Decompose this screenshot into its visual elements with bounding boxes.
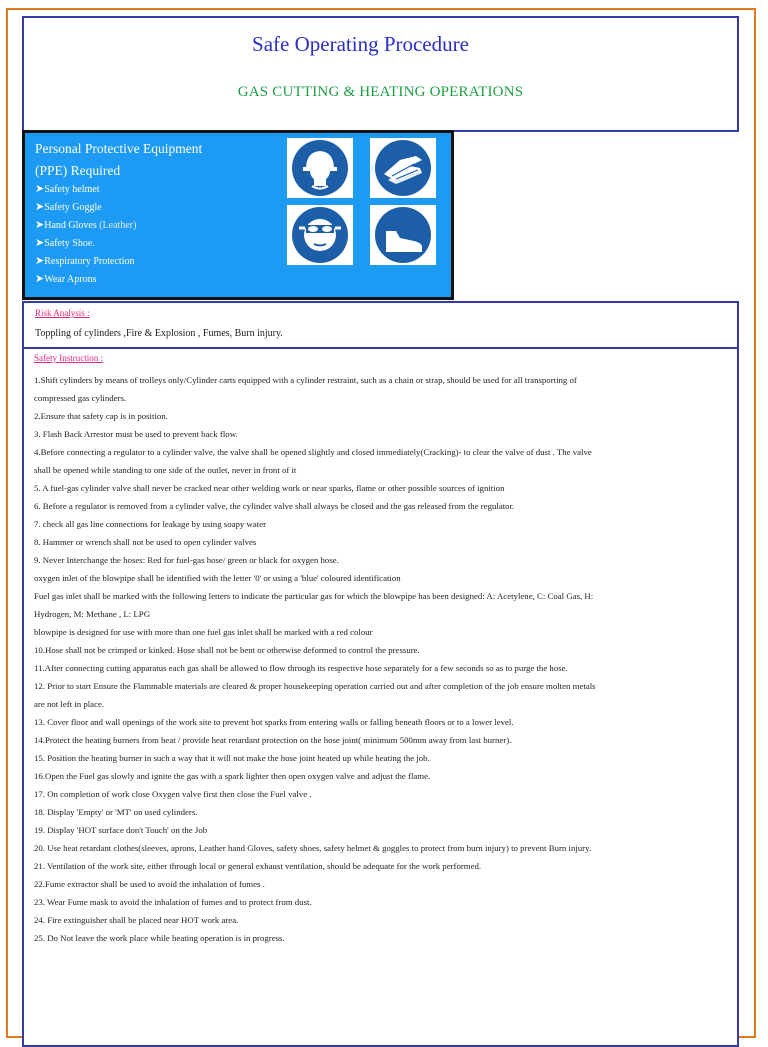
instruction-line: 20. Use heat retardant clothes(sleeves, aprons, Leather hand Gloves, safety shoes, safety helmet & goggles to protect from burn injury) to prevent Burn injury. — [34, 843, 592, 853]
document-title: Safe Operating Procedure — [252, 32, 469, 56]
instruction-line: 19. Display 'HOT surface don't Touch' on the Job — [34, 825, 208, 835]
ppe-item: ➤Hand Gloves (Leather) — [35, 219, 137, 231]
instruction-line: 4.Before connecting a regulator to a cylinder valve, the valve shall be opened slightly and closed immediately(Cracking)- to clear the valve of dust . The valve — [34, 447, 592, 457]
instruction-line: 25. Do Not leave the work place while heating operation is in progress. — [34, 933, 285, 943]
instruction-line: 24. Fire extinguisher shall be placed near HOT work area. — [34, 915, 239, 925]
arrow-icon: ➤ — [35, 201, 45, 213]
instruction-line: are not left in place. — [34, 699, 105, 709]
instruction-line: 9. Never Interchange the hoses: Red for fuel-gas hose/ green or black for oxygen hose. — [34, 555, 339, 565]
arrow-icon: ➤ — [35, 237, 45, 249]
instruction-line: 14.Protect the heating burners from heat / provide heat retardant protection on the hose joint( minimum 500mm away from last burner). — [34, 735, 512, 745]
ppe-item-note: (Leather) — [99, 220, 137, 231]
instruction-line: 8. Hammer or wrench shall not be used to open cylinder valves — [34, 537, 257, 547]
instruction-line: 10.Hose shall not be crimped or kinked. Hose shall not be bent or otherwise deformed to control the pressure. — [34, 645, 420, 655]
ppe-item: ➤Safety helmet — [35, 183, 100, 195]
instruction-line: 21. Ventilation of the work site, either through local or general exhaust ventilation, should be adequate for the work performed. — [34, 861, 482, 871]
risk-analysis-text: Toppling of cylinders ,Fire & Explosion , Fumes, Burn injury. — [35, 328, 283, 339]
title-box — [22, 16, 739, 132]
instruction-line: 18. Display 'Empty' or 'MT' on used cylinders. — [34, 807, 198, 817]
ppe-item: ➤Wear Aprons — [35, 273, 97, 285]
arrow-icon: ➤ — [35, 219, 45, 231]
instruction-line: 22.Fume extractor shall be used to avoid the inhalation of fumes . — [34, 879, 265, 889]
risk-analysis-box — [22, 301, 739, 349]
instruction-line: 5. A fuel-gas cylinder valve shall never be cracked near other welding work or near sparks, flame or other possible sources of ignition — [34, 483, 505, 493]
arrow-icon: ➤ — [35, 273, 45, 285]
ppe-heading-line1: Personal Protective Equipment — [35, 141, 203, 156]
instruction-line: 2.Ensure that safety cap is in position. — [34, 411, 168, 421]
instruction-line: 11.After connecting cutting apparatus each gas shall be allowed to flow through its respective hose separately for a few seconds so as to purge the hose. — [34, 663, 568, 673]
instruction-line: Hydrogen, M: Methane , L: LPG — [34, 609, 151, 619]
safety-instruction-box — [22, 347, 739, 1047]
instruction-line: blowpipe is designed for use with more than one fuel gas inlet shall be marked with a red colour — [34, 627, 373, 637]
instruction-line: oxygen inlet of the blowpipe shall be identified with the letter '0' or using a 'blue' coloured identification — [34, 573, 401, 583]
ppe-item: ➤Safety Shoe. — [35, 237, 95, 249]
ppe-panel — [22, 130, 454, 300]
arrow-icon: ➤ — [35, 183, 45, 195]
instruction-line: 16.Open the Fuel gas slowly and ignite the gas with a spark lighter then open oxygen valve and adjust the flame. — [34, 771, 431, 781]
instruction-line: 15. Position the heating burner in such a way that it will not make the hose joint heated up while heating the job. — [34, 753, 430, 763]
instruction-line: 17. On completion of work close Oxygen valve first then close the Fuel valve . — [34, 789, 312, 799]
instruction-line: 3. Flash Back Arrestor must be used to prevent back flow. — [34, 429, 238, 439]
instruction-line: Fuel gas inlet shall be marked with the following letters to indicate the particular gas for which the blowpipe has been designed: A: Acetylene, C: Coal Gas, H: — [34, 591, 594, 601]
document-subtitle: GAS CUTTING & HEATING OPERATIONS — [237, 84, 524, 100]
safety-instruction-label: Safety Instruction : — [34, 353, 103, 363]
instruction-line: 12. Prior to start Ensure the Flammable materials are cleared & proper housekeeping operation carried out and after completion of the job ensure molten metals — [34, 681, 596, 691]
instruction-line: 7. check all gas line connections for leakage by using soapy water — [34, 519, 267, 529]
instruction-line: 13. Cover floor and wall openings of the work site to prevent hot sparks from entering walls or falling beneath floors or to a lower level. — [34, 717, 514, 727]
safety-instruction-list — [34, 371, 734, 947]
instruction-line: 6. Before a regulator is removed from a cylinder valve, the cylinder valve shall always be closed and the gas released from the regulator. — [34, 501, 515, 511]
safety-shoe-icon — [370, 205, 436, 265]
ppe-list — [35, 180, 136, 288]
goggles-icon — [287, 205, 353, 265]
instruction-line: 1.Shift cylinders by means of trolleys only/Cylinder carts equipped with a cylinder restraint, such as a chain or strap, should be used for all transporting of — [34, 375, 577, 385]
arrow-icon: ➤ — [35, 255, 45, 267]
ppe-item: ➤Safety Goggle — [35, 201, 102, 213]
ppe-item: ➤Respiratory Protection — [35, 255, 135, 267]
ppe-heading — [35, 138, 202, 182]
instruction-line: compressed gas cylinders. — [34, 393, 127, 403]
ppe-heading-line2: (PPE) Required — [35, 163, 121, 178]
instruction-line: shall be opened while standing to one side of the outlet, never in front of it — [34, 465, 297, 475]
risk-analysis-label: Risk Analysis : — [35, 308, 90, 318]
gloves-icon — [370, 138, 436, 198]
instruction-line: 23. Wear Fume mask to avoid the inhalation of fumes and to protect from dust. — [34, 897, 312, 907]
helmet-icon — [287, 138, 353, 198]
